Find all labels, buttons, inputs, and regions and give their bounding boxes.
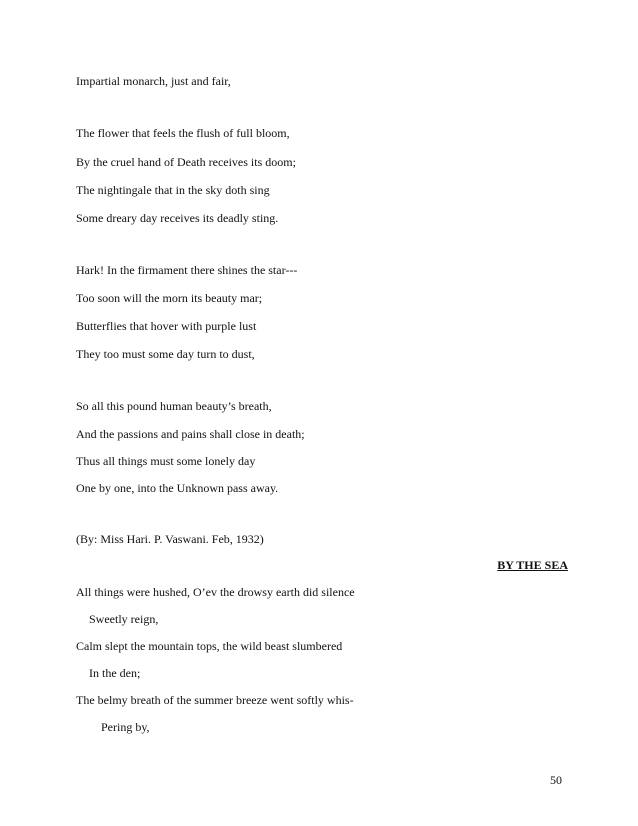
page-number: 50 <box>550 773 562 787</box>
poem-line: One by one, into the Unknown pass away. <box>76 481 279 495</box>
poem-line: Some dreary day receives its deadly sting. <box>76 211 279 225</box>
poem-line: In the den; <box>89 666 141 680</box>
poem-line: The nightingale that in the sky doth sing <box>76 183 270 197</box>
poem-line: The belmy breath of the summer breeze went softly whis- <box>76 693 354 707</box>
poem-line: The flower that feels the flush of full bloom, <box>76 126 290 140</box>
poem-line: Butterflies that hover with purple lust <box>76 319 257 333</box>
poem-line: Hark! In the firmament there shines the star--- <box>76 263 298 277</box>
poem-line: Pering by, <box>101 720 150 734</box>
poem-line: Too soon will the morn its beauty mar; <box>76 291 263 305</box>
poem-line: So all this pound human beauty’s breath, <box>76 399 272 413</box>
poem-line: And the passions and pains shall close in death; <box>76 427 305 441</box>
poem-line: They too must some day turn to dust, <box>76 347 255 361</box>
poem-line: Sweetly reign, <box>89 612 159 626</box>
poem-title: BY THE SEA <box>497 558 568 572</box>
poem-line: Calm slept the mountain tops, the wild beast slumbered <box>76 639 343 653</box>
poem-attribution: (By: Miss Hari. P. Vaswani. Feb, 1932) <box>76 532 264 546</box>
poem-line: By the cruel hand of Death receives its doom; <box>76 155 296 169</box>
poem-line: All things were hushed, O’ev the drowsy earth did silence <box>76 585 355 599</box>
poem-line: Impartial monarch, just and fair, <box>76 74 231 88</box>
poem-line: Thus all things must some lonely day <box>76 454 256 468</box>
